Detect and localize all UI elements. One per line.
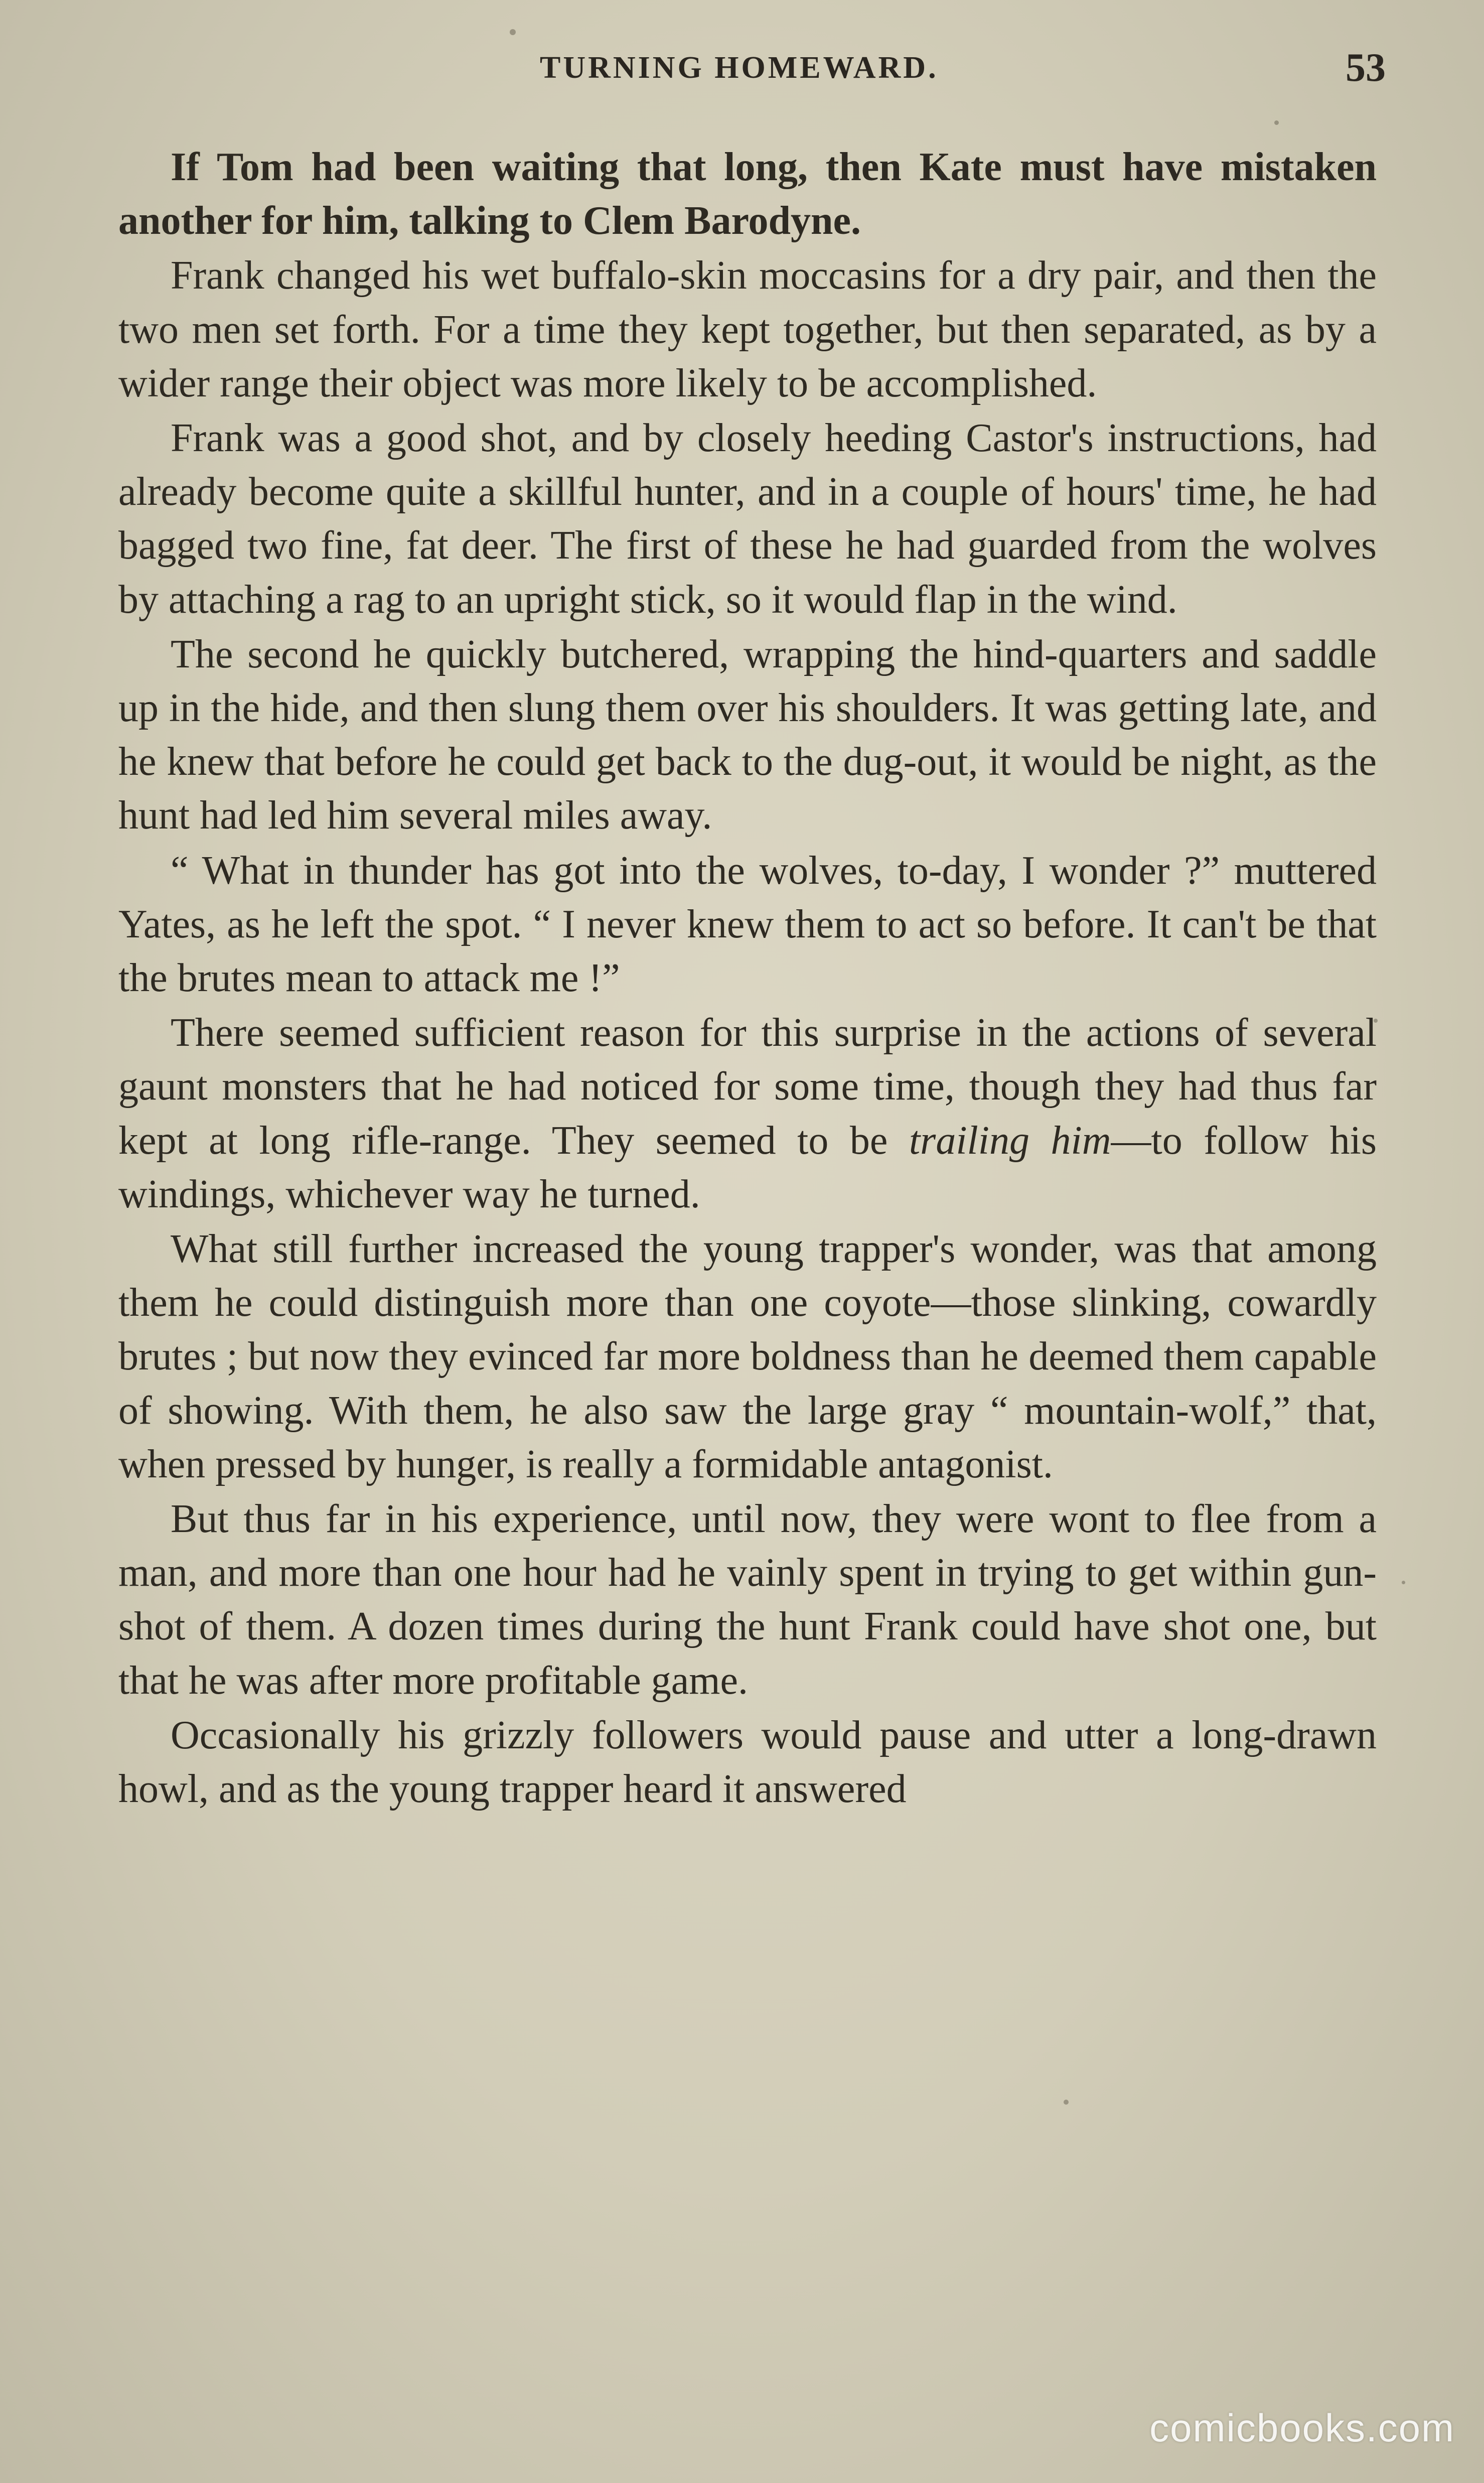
paragraph: The second he quickly butchered, wrapping the hind-quarters and saddle up in the hide, and then slung them over his shoulders. It was getting late, and he knew that before he could get back to the dug-out, it would be night, as the hunt had led him several miles away. — [118, 632, 1377, 838]
ink-speck — [1064, 2100, 1069, 2105]
paragraph: Frank was a good shot, and by closely heeding Castor's instructions, had already become quite a skillful hunter, and in a couple of hours' time, he had bagged two fine, fat deer. The first of these he had guarded from the wolves by attaching a rag to an upright stick, so it would flap in the wind. — [118, 416, 1377, 622]
emphasis: trailing him — [909, 1118, 1111, 1163]
watermark-text: comicbooks.com — [1149, 2406, 1455, 2450]
ink-speck — [1274, 120, 1279, 125]
page-number: 53 — [1346, 46, 1386, 90]
paragraph: “ What in thunder has got into the wolves, to-day, I wonder ?” muttered Yates, as he left the spot. “ I never knew them to act so before. It can't be that the brutes mean to attack me !” — [118, 848, 1377, 1001]
paragraph: If Tom had been waiting that long, then Kate must have mistaken another for him, talking to Clem Barodyne. — [118, 145, 1377, 243]
paragraph: What still further increased the young trapper's wonder, was that among them he could distinguish more than one coyote—those slinking, cowardly brutes ; but now they evinced far more boldness than he deemed them capable of showing. With them, he also saw the large gray “ mountain-wolf,” that, when pressed by hunger, is really a formidable antagonist. — [118, 1227, 1377, 1486]
ink-speck — [1402, 1581, 1405, 1584]
ink-speck — [510, 29, 516, 35]
running-header — [118, 45, 1386, 110]
paragraph: Frank changed his wet buffalo-skin moccasins for a dry pair, and then the two men set forth. For a time they kept together, but then separated, as by a wider range their object was more likely to be accomplished. — [118, 253, 1377, 405]
paragraph: Occasionally his grizzly followers would pause and utter a long-drawn howl, and as the young trapper heard it answered — [118, 1713, 1377, 1812]
paragraph: There seemed sufficient reason for this surprise in the actions of several gaunt monsters that he had noticed for some time, though they had thus far kept at long rifle-range. They seemed to be trailing him—to follow his windings, whichever way he turned. — [118, 1011, 1377, 1216]
running-title: TURNING HOMEWARD. — [540, 51, 939, 85]
body-text — [118, 141, 1377, 1816]
paragraph: But thus far in his experience, until now, they were wont to flee from a man, and more than one hour had he vainly spent in trying to get within gun-shot of them. A dozen times during the hunt Frank could have shot one, but that he was after more profitable game. — [118, 1497, 1377, 1703]
